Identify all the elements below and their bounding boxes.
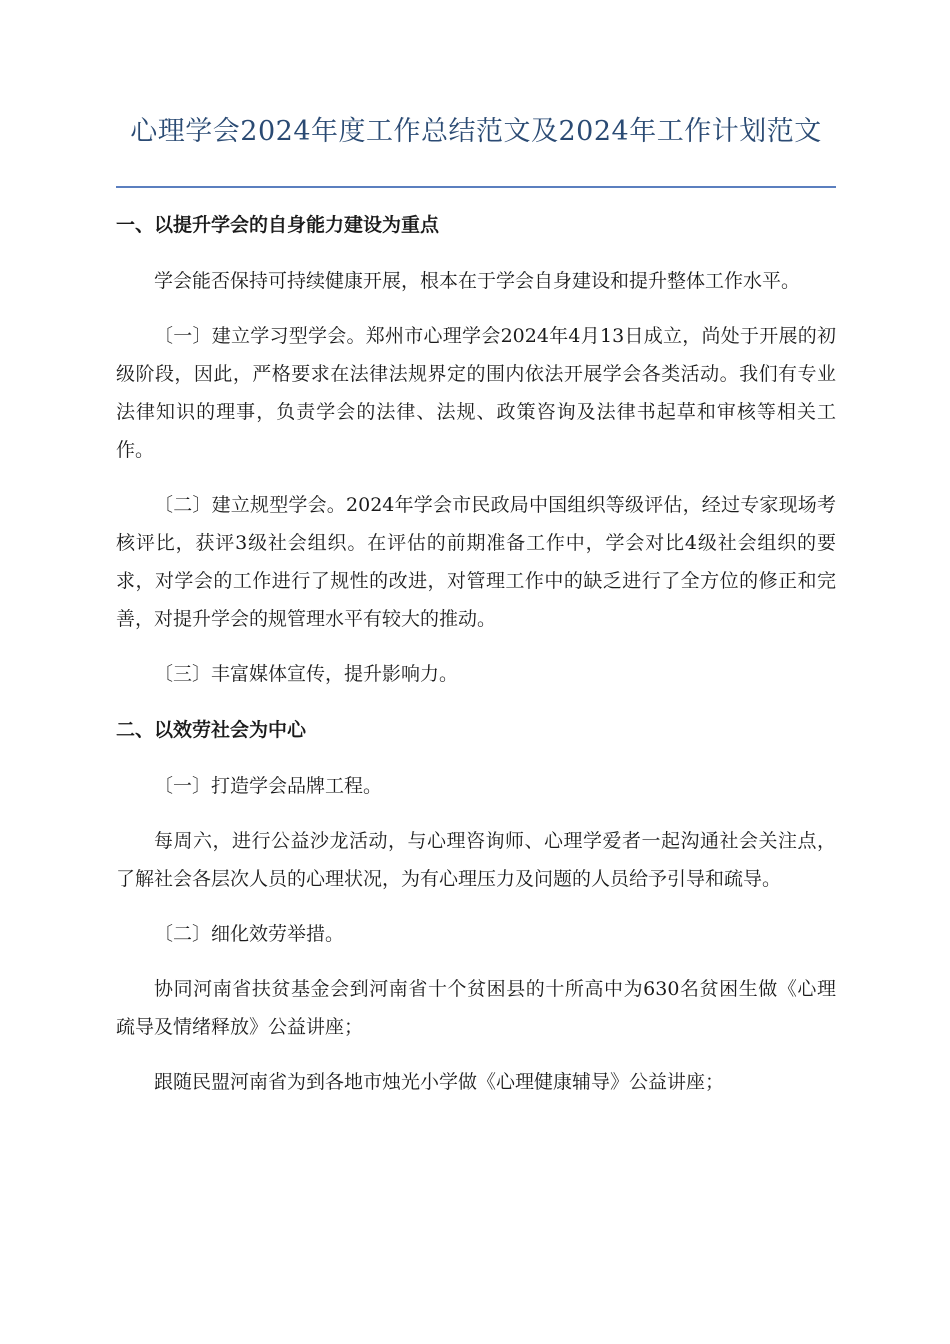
paragraph: 每周六，进行公益沙龙活动，与心理咨询师、心理学爱者一起沟通社会关注点，了解社会各层次人员的心理状况，为有心理压力及问题的人员给予引导和疏导。 (116, 830, 836, 890)
paragraph: 〔一〕打造学会品牌工程。 (154, 775, 383, 797)
title-divider (116, 186, 836, 188)
paragraph: 〔二〕细化效劳举措。 (154, 923, 345, 945)
section-heading-2: 二、以效劳社会为中心 (116, 719, 307, 741)
paragraph: 〔二〕建立规型学会。2024年学会市民政局中国组织等级评估，经过专家现场考核评比，获评3级社会组织。在评估的前期准备工作中，学会对比4级社会组织的要求，对学会的工作进行了规性的改进，对管理工作中的缺乏进行了全方位的修正和完善，对提升学会的规管理水平有较大的推动。 (116, 494, 836, 630)
document-title: 心理学会2024年度工作总结范文及2024年工作计划范文 (130, 116, 822, 147)
paragraph: 学会能否保持可持续健康开展，根本在于学会自身建设和提升整体工作水平。 (154, 270, 801, 292)
paragraph: 〔一〕建立学习型学会。郑州市心理学会2024年4月13日成立，尚处于开展的初级阶段，因此，严格要求在法律法规界定的围内依法开展学会各类活动。我们有专业法律知识的理事，负责学会的法律、法规、政策咨询及法律书起草和审核等相关工作。 (116, 325, 836, 461)
paragraph: 协同河南省扶贫基金会到河南省十个贫困县的十所高中为630名贫困生做《心理疏导及情绪释放》公益讲座； (116, 978, 836, 1038)
paragraph: 跟随民盟河南省为到各地市烛光小学做《心理健康辅导》公益讲座； (154, 1071, 725, 1093)
section-heading-1: 一、以提升学会的自身能力建设为重点 (116, 214, 440, 236)
paragraph: 〔三〕丰富媒体宣传，提升影响力。 (154, 663, 459, 685)
document-body (116, 205, 836, 1101)
